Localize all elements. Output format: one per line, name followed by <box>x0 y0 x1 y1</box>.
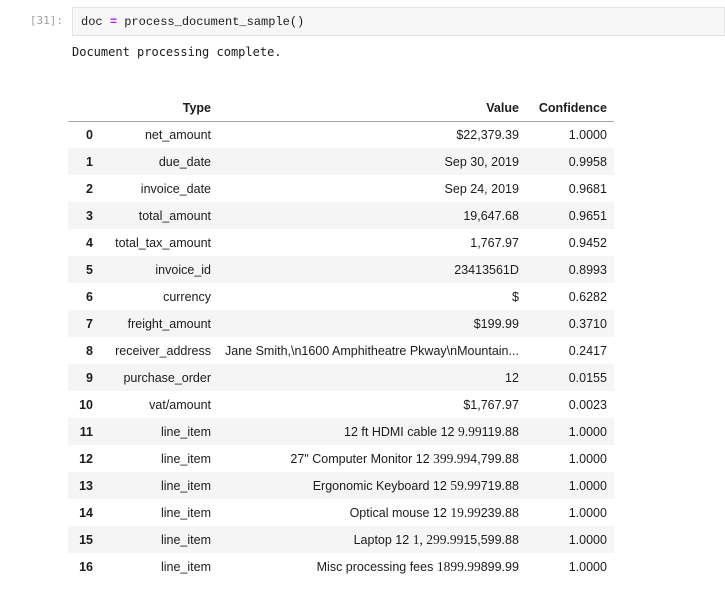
index-column-corner <box>68 96 100 121</box>
table-row <box>68 418 614 445</box>
cell-confidence: 0.9958 <box>568 154 607 169</box>
column-header-value: Value <box>218 96 526 121</box>
table-row <box>68 202 614 229</box>
value-segment: $199.99 <box>473 316 519 331</box>
cell-type: line_item <box>160 532 211 547</box>
cell-type: total_tax_amount <box>115 235 211 250</box>
table-row <box>68 121 614 148</box>
value-segment: 4,799.88 <box>470 451 519 466</box>
value-segment: Laptop 12 <box>353 532 413 547</box>
value-segment: Ergonomic Keyboard 12 <box>312 478 451 493</box>
value-segment: 19,647.68 <box>463 208 519 223</box>
row-index: 15 <box>79 532 93 547</box>
cell-type: total_amount <box>138 208 211 223</box>
table-row <box>68 499 614 526</box>
dataframe-table <box>68 96 614 580</box>
value-segment: $ <box>511 289 519 304</box>
value-segment: Optical mouse 12 <box>349 505 451 520</box>
row-index: 1 <box>86 154 93 169</box>
value-segment: 119.88 <box>481 424 519 439</box>
value-segment: 27" Computer Monitor 12 <box>290 451 434 466</box>
code-token-plain: process_document_sample() <box>117 15 305 29</box>
cell-confidence: 1.0000 <box>568 451 607 466</box>
value-segment-serif: 1899.99 <box>436 558 481 574</box>
row-index: 7 <box>86 316 93 331</box>
cell-value <box>218 283 526 310</box>
value-segment: 719.88 <box>480 478 519 493</box>
value-segment-serif: 9.99 <box>457 423 482 439</box>
cell-type: net_amount <box>144 127 211 142</box>
notebook-output-area <box>0 45 725 60</box>
column-header-type: Type <box>100 96 218 121</box>
value-segment: 239.88 <box>480 505 519 520</box>
cell-value <box>218 391 526 418</box>
cell-type: line_item <box>160 559 211 574</box>
cell-type: invoice_id <box>155 262 211 277</box>
row-index: 6 <box>86 289 93 304</box>
row-index: 5 <box>86 262 93 277</box>
cell-value <box>218 202 526 229</box>
cell-confidence: 0.0155 <box>568 370 607 385</box>
cell-type: receiver_address <box>115 343 211 358</box>
cell-type: vat/amount <box>149 397 211 412</box>
cell-type: purchase_order <box>123 370 211 385</box>
header-row <box>68 96 614 121</box>
output-prompt-spacer <box>0 45 72 60</box>
cell-value <box>218 553 526 580</box>
cell-type: currency <box>163 289 211 304</box>
row-index: 0 <box>86 127 93 142</box>
table-row <box>68 445 614 472</box>
row-index: 16 <box>79 559 93 574</box>
cell-confidence: 0.6282 <box>568 289 607 304</box>
value-segment-serif: 19.99 <box>450 504 481 520</box>
cell-value <box>218 364 526 391</box>
table-row <box>68 229 614 256</box>
cell-value <box>218 310 526 337</box>
row-index: 14 <box>79 505 93 520</box>
row-index: 12 <box>79 451 93 466</box>
cell-type: due_date <box>158 154 211 169</box>
value-segment: $22,379.39 <box>456 127 519 142</box>
dataframe-body <box>68 121 614 580</box>
value-segment: 12 <box>505 370 519 385</box>
cell-value <box>218 121 526 148</box>
table-row <box>68 364 614 391</box>
cell-value <box>218 418 526 445</box>
value-segment: Sep 24, 2019 <box>444 181 519 196</box>
cell-confidence: 0.9681 <box>568 181 607 196</box>
cell-value <box>218 256 526 283</box>
value-segment-serif: 399.99 <box>433 450 471 466</box>
cell-value <box>218 526 526 553</box>
dataframe-header <box>68 96 614 121</box>
table-row <box>68 526 614 553</box>
cell-confidence: 1.0000 <box>568 532 607 547</box>
table-row <box>68 310 614 337</box>
cell-value <box>218 175 526 202</box>
cell-type: line_item <box>160 505 211 520</box>
value-segment: Misc processing fees <box>316 559 437 574</box>
row-index: 10 <box>79 397 93 412</box>
row-index: 3 <box>86 208 93 223</box>
cell-confidence: 1.0000 <box>568 424 607 439</box>
cell-value <box>218 229 526 256</box>
value-segment: Sep 30, 2019 <box>444 154 519 169</box>
value-segment: 15,599.88 <box>463 532 519 547</box>
cell-confidence: 0.0023 <box>568 397 607 412</box>
value-segment: 12 ft HDMI cable 12 <box>344 424 458 439</box>
execution-count-prompt: [31]: <box>29 14 63 27</box>
code-token-plain: doc <box>81 15 110 29</box>
cell-value <box>218 499 526 526</box>
cell-value <box>218 472 526 499</box>
row-index: 8 <box>86 343 93 358</box>
code-line <box>81 15 304 29</box>
cell-confidence: 1.0000 <box>568 559 607 574</box>
row-index: 9 <box>86 370 93 385</box>
cell-confidence: 0.2417 <box>568 343 607 358</box>
table-row <box>68 472 614 499</box>
dataframe-output <box>68 96 725 580</box>
cell-confidence: 1.0000 <box>568 478 607 493</box>
column-header-confidence: Confidence <box>526 96 614 121</box>
cell-type: line_item <box>160 424 211 439</box>
value-segment: 1,767.97 <box>470 235 519 250</box>
cell-value <box>218 337 526 364</box>
value-segment-serif: 1, 299.99 <box>412 531 464 547</box>
table-row <box>68 256 614 283</box>
cell-value <box>218 148 526 175</box>
cell-confidence: 0.9651 <box>568 208 607 223</box>
table-row <box>68 283 614 310</box>
cell-type: freight_amount <box>127 316 211 331</box>
cell-confidence: 1.0000 <box>568 127 607 142</box>
cell-type: line_item <box>160 478 211 493</box>
row-index: 4 <box>86 235 93 250</box>
row-index: 11 <box>79 424 93 439</box>
table-row <box>68 391 614 418</box>
cell-confidence: 1.0000 <box>568 505 607 520</box>
table-row <box>68 553 614 580</box>
code-editor-input[interactable] <box>72 7 725 36</box>
value-segment: 899.99 <box>480 559 519 574</box>
cell-confidence: 0.8993 <box>568 262 607 277</box>
table-row <box>68 175 614 202</box>
table-row <box>68 148 614 175</box>
notebook-code-cell <box>0 7 725 36</box>
stdout-text: Document processing complete. <box>72 45 282 59</box>
cell-value <box>218 445 526 472</box>
cell-confidence: 0.3710 <box>568 316 607 331</box>
code-token-operator: = <box>109 15 118 29</box>
value-segment: $1,767.97 <box>463 397 519 412</box>
row-index: 13 <box>79 478 93 493</box>
value-segment: 23413561D <box>454 262 519 277</box>
cell-type: invoice_date <box>140 181 211 196</box>
value-segment-serif: 59.99 <box>450 477 481 493</box>
cell-confidence: 0.9452 <box>568 235 607 250</box>
row-index: 2 <box>86 181 93 196</box>
table-row <box>68 337 614 364</box>
cell-type: line_item <box>160 451 211 466</box>
value-segment: Jane Smith,\n1600 Amphitheatre Pkway\nMountain... <box>225 343 519 358</box>
